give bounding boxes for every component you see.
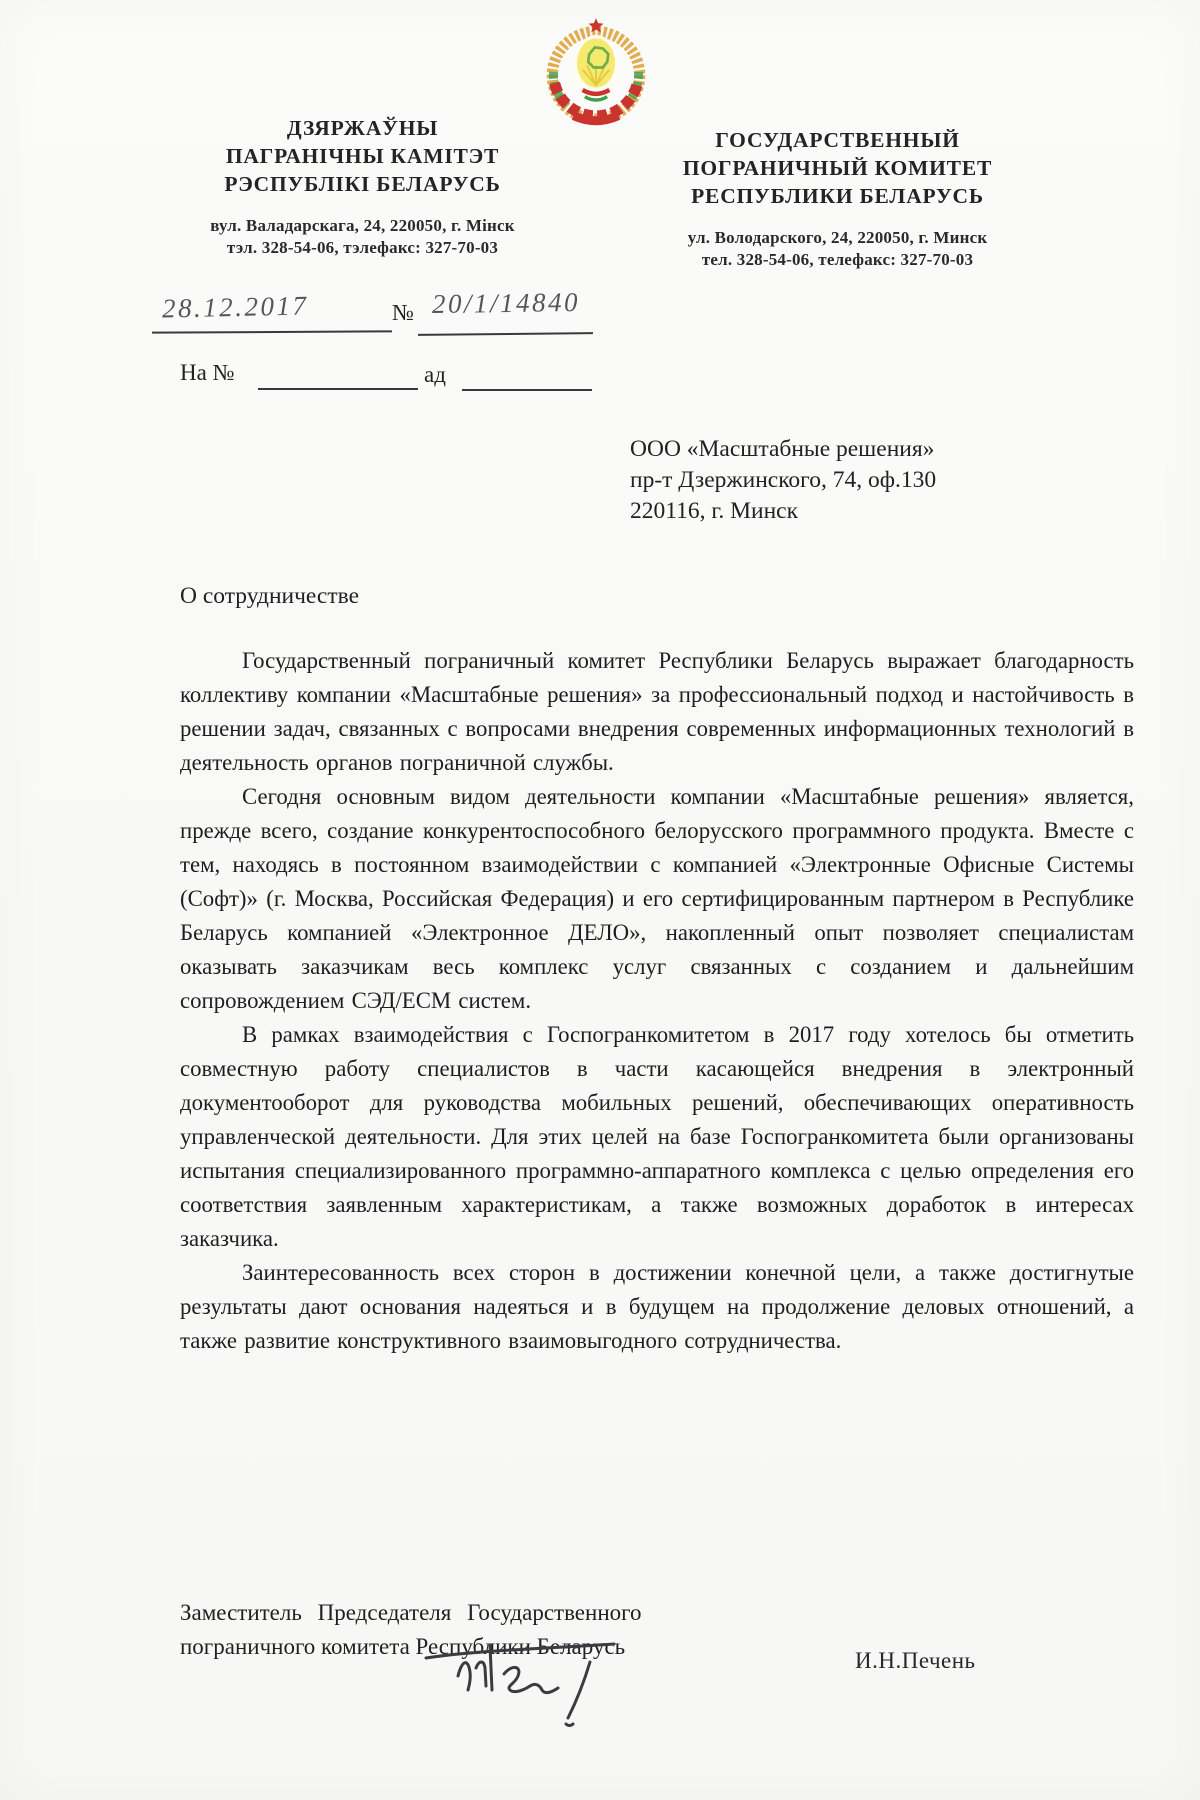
number-sign: № [392,300,414,325]
letterhead-right [615,126,1060,271]
recipient-block [630,434,1110,527]
date-underline [152,330,392,333]
handwritten-outgoing-number: 20/1/14840 [431,286,581,320]
handwritten-signature [418,1632,638,1742]
letter-subject: О сотрудничестве [180,583,360,609]
belarus-coat-of-arms-icon [540,16,652,128]
recipient-city: 220116, г. Минск [630,498,799,524]
org-name-ru-line2: ПОГРАНИЧНЫЙ КОМИТЕТ [682,156,993,180]
body-paragraph: Сегодня основным видом деятельности компании «Масштабные решения» является, прежде всего, создание конкурентоспособного белорусского программного продукта. Вместе с тем, находясь в постоянном взаимодействии с компанией «Электронные Офисные Системы (Софт)» (г. Москва, Российская Федерация) и его сертифицированным партнером в Республике Беларусь компанией «Электронное ДЕЛО», накопленный опыт позволяет специалистам оказывать заказчикам весь комплекс услуг связанных с созданием и дальнейшим сопровождением СЭД/ЕСМ систем. [180,784,1134,1013]
recipient-street: пр-т Дзержинского, 74, оф.130 [630,467,937,493]
body-paragraph: Государственный пограничный комитет Республики Беларусь выражает благодарность коллективу компании «Масштабные решения» за профессиональный подход и настойчивость в решении задач, связанных с вопросами внедрения современных информационных технологий в деятельность органов пограничной службы. [180,648,1134,775]
reply-to-number-label: На № [180,360,235,385]
number-underline [418,332,593,336]
recipient-company: ООО «Масштабные решения» [630,436,935,462]
org-address-ru: ул. Володарского, 24, 220050, г. Минск [687,228,988,247]
reply-number-blank-line [258,388,418,390]
org-name-ru-line3: РЕСПУБЛИКИ БЕЛАРУСЬ [691,184,984,208]
body-paragraph: В рамках взаимодействия с Госпогранкомитетом в 2017 году хотелось бы отметить совместную работу специалистов в части касающейся внедрения в электронный документооборот для руководства мобильных решений, обеспечивающих оперативность управленческой деятельности. Для этих целей на базе Госпогранкомитета были организованы испытания специализированного программно-аппаратного комплекса с целью определения его соответствия заявленным характеристикам, а также возможных доработок в интересах заказчика. [180,1022,1134,1251]
signer-title-line1: Заместитель Председателя Государственного [180,1600,642,1625]
org-address-by: вул. Валадарскага, 24, 220050, г. Мінск [210,216,515,235]
org-name-ru-line1: ГОСУДАРСТВЕННЫЙ [715,128,960,152]
reply-date-blank-line [462,389,592,391]
reply-from-label: ад [424,362,446,387]
org-name-by-line1: ДЗЯРЖАЎНЫ [286,116,439,140]
letter-body [180,644,1134,1358]
org-name-by-line3: РЭСПУБЛІКІ БЕЛАРУСЬ [224,172,501,196]
org-phone-ru: тел. 328-54-06, телефакс: 327-70-03 [701,250,974,269]
letterhead-left [160,114,565,259]
signer-name: И.Н.Печень [855,1648,976,1673]
signer-title-line2: пограничного комитета Республики Беларусь [180,1634,626,1659]
handwritten-date: 28.12.2017 [161,290,309,324]
body-paragraph: Заинтересованность всех сторон в достижении конечной цели, а также достигнутые результаты дают основания надеяться и в будущем на продолжение деловых отношений, а также развитие конструктивного взаимовыгодного сотрудничества. [180,1260,1134,1353]
org-phone-by: тэл. 328-54-06, тэлефакс: 327-70-03 [226,238,499,257]
org-name-by-line2: ПАГРАНІЧНЫ КАМІТЭТ [225,144,500,168]
